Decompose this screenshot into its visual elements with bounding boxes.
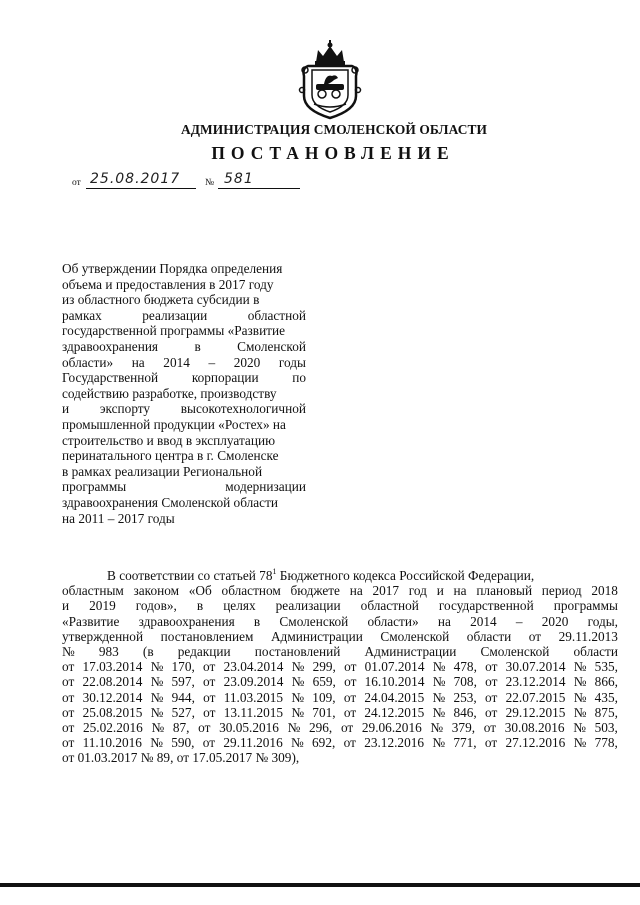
- body-word: областной: [360, 598, 419, 614]
- subject-line: [62, 401, 306, 417]
- body-word: от: [485, 704, 498, 720]
- body-word: от: [203, 689, 216, 705]
- body-word: от: [62, 689, 75, 705]
- subject-line: промышленной продукции «Ростех» на: [62, 416, 286, 432]
- body-word: 478,: [453, 659, 477, 675]
- body-word: от: [485, 674, 498, 690]
- body-word: Смоленской: [480, 644, 550, 660]
- subject-word: 2020: [233, 354, 261, 370]
- body-word: 253,: [453, 689, 477, 705]
- body-word: №: [62, 644, 75, 660]
- date-prefix: от: [72, 178, 81, 188]
- body-word: 01.07.2014: [364, 659, 425, 675]
- subject-line: [62, 308, 306, 324]
- body-word: –: [515, 613, 523, 629]
- body-word: постановлений: [254, 644, 341, 660]
- body-word: от: [202, 735, 216, 751]
- subject-word: на: [131, 354, 145, 370]
- body-word: 27.12.2016: [505, 735, 566, 751]
- subject-line: [62, 479, 306, 495]
- body-word: 29.12.2015: [505, 704, 566, 720]
- body-word: 2018: [591, 583, 618, 599]
- body-word: 527,: [171, 704, 195, 720]
- subject-word: высокотехнологичной: [180, 401, 306, 417]
- body-word: Администрации: [270, 628, 363, 644]
- body-word: 701,: [312, 704, 336, 720]
- coat-of-arms-emblem: [296, 40, 364, 122]
- subject-line: [62, 370, 306, 386]
- body-word: от: [203, 659, 216, 675]
- subject-word: экспорту: [99, 401, 151, 417]
- article-superscript: 1: [272, 566, 277, 576]
- body-word: №: [150, 735, 163, 751]
- body-line: [62, 750, 618, 765]
- subject-word: Государственной: [62, 370, 159, 386]
- body-word: №: [432, 689, 446, 705]
- body-word: 866,: [594, 674, 618, 690]
- subject-word: программы: [62, 479, 127, 495]
- body-line: [62, 629, 618, 644]
- body-word: «Развитие: [62, 613, 120, 629]
- body-word: «Об: [188, 583, 212, 599]
- body-word: целях: [223, 598, 256, 614]
- body-word: №: [432, 704, 446, 720]
- body-word: области: [466, 628, 512, 644]
- body-line: [62, 568, 618, 583]
- body-word: 597,: [171, 674, 195, 690]
- body-line: [62, 659, 618, 674]
- body-word: годы,: [587, 613, 618, 629]
- body-word: 2019: [89, 598, 116, 614]
- subject-word: модернизации: [225, 479, 306, 495]
- body-word: от: [344, 674, 357, 690]
- body-word: 170,: [171, 659, 195, 675]
- body-text-part: В соответствии со статьей 78: [107, 568, 273, 583]
- body-word: от: [203, 704, 216, 720]
- body-text-part: Бюджетного кодекса Российской Федерации,: [276, 568, 535, 583]
- subject-word: годы: [278, 354, 306, 370]
- body-word: 983: [98, 644, 119, 660]
- body-line: [62, 735, 618, 750]
- organization-name: АДМИНИСТРАЦИЯ СМОЛЕНСКОЙ ОБЛАСТИ: [180, 122, 488, 137]
- body-word: 23.04.2014: [223, 659, 284, 675]
- document-type-title: ПОСТАНОВЛЕНИЕ: [211, 143, 455, 163]
- body-word: от: [528, 628, 542, 644]
- body-word: 2020: [541, 613, 569, 629]
- body-word: 29.11.2016: [223, 735, 283, 751]
- body-word: 23.12.2016: [364, 735, 425, 751]
- body-line: [62, 614, 618, 629]
- body-word: и: [436, 583, 444, 599]
- body-word: №: [291, 689, 305, 705]
- body-word: 2017: [372, 583, 400, 599]
- body-word: №: [291, 704, 305, 720]
- body-word: 11.03.2015: [223, 689, 284, 705]
- body-word: 379,: [451, 720, 476, 736]
- body-word: 2014: [470, 613, 497, 629]
- body-word: 29.11.2013: [558, 628, 618, 644]
- body-word: от: [485, 659, 498, 675]
- subject-word: и: [62, 401, 70, 417]
- body-word: утвержденной: [62, 628, 144, 644]
- body-word: плановый: [476, 583, 533, 599]
- body-word: 23.09.2014: [223, 674, 284, 690]
- document-body: [62, 568, 618, 766]
- body-word: от: [340, 720, 354, 736]
- body-word: №: [291, 735, 304, 751]
- body-word: от: [62, 659, 75, 675]
- body-word: 16.10.2014: [364, 674, 425, 690]
- body-word: 30.05.2016: [219, 720, 279, 736]
- body-word: №: [573, 704, 587, 720]
- body-word: 11.10.2016: [82, 735, 142, 751]
- body-word: 535,: [594, 659, 618, 675]
- body-word: №: [150, 659, 164, 675]
- subject-word: –: [208, 354, 216, 370]
- number-prefix: №: [205, 178, 215, 188]
- body-word: здравоохранения: [138, 613, 235, 629]
- body-word: 13.11.2015: [223, 704, 284, 720]
- subject-line: строительство и ввод в эксплуатацию: [62, 432, 275, 448]
- handwritten-number: 581: [224, 171, 254, 187]
- body-word: 771,: [453, 735, 477, 751]
- subject-line: здравоохранения Смоленской области: [62, 494, 279, 510]
- body-word: от: [343, 689, 357, 705]
- subject-line: объема и предоставления в 2017 году: [62, 276, 274, 292]
- body-line: [62, 644, 618, 659]
- body-word: постановлением: [160, 628, 254, 644]
- body-word: редакции: [177, 644, 231, 660]
- body-word: №: [573, 689, 587, 705]
- subject-line: Об утверждении Порядка определения: [62, 261, 283, 276]
- body-word: областным: [62, 583, 124, 599]
- body-word: 24.12.2015: [364, 704, 425, 720]
- body-line: [62, 720, 618, 735]
- body-word: 25.02.2016: [82, 720, 143, 736]
- body-word: 708,: [453, 674, 477, 690]
- body-word: 22.08.2014: [82, 674, 143, 690]
- body-word: Смоленской: [279, 613, 349, 629]
- body-word: от: [198, 720, 211, 736]
- body-word: области: [573, 644, 618, 660]
- body-line: [62, 674, 618, 689]
- body-word: №: [150, 689, 164, 705]
- body-word: №: [432, 674, 446, 690]
- subject-line: [62, 355, 306, 371]
- body-word: на: [437, 613, 451, 629]
- body-word: №: [573, 735, 587, 751]
- body-word: законом: [133, 583, 180, 599]
- subject-word: областной: [247, 307, 306, 323]
- subject-word: Смоленской: [237, 338, 306, 354]
- body-word: 944,: [171, 689, 195, 705]
- body-word: год: [408, 583, 427, 599]
- date-underline: [86, 188, 196, 189]
- body-word: №: [150, 674, 164, 690]
- body-word: 30.12.2014: [82, 689, 143, 705]
- body-word: Смоленской: [380, 628, 450, 644]
- subject-word: по: [292, 370, 306, 386]
- body-word: 109,: [312, 689, 336, 705]
- body-word: от: [62, 720, 75, 736]
- body-line: [62, 598, 618, 613]
- body-word: от: [485, 689, 498, 705]
- body-word: государственной: [438, 598, 534, 614]
- body-word: в: [253, 613, 261, 629]
- body-line: [62, 705, 618, 720]
- body-word: от: [343, 704, 357, 720]
- body-word: 296,: [308, 720, 333, 736]
- number-underline: [218, 188, 300, 189]
- body-word: №: [432, 659, 446, 675]
- subject-word: рамках: [62, 307, 102, 323]
- subject-word: в: [194, 338, 201, 354]
- subject-line: [62, 339, 306, 355]
- body-word: Администрации: [364, 644, 457, 660]
- subject-word: корпорации: [191, 370, 259, 386]
- body-word: от: [62, 735, 75, 751]
- body-word: программы: [553, 598, 618, 614]
- body-word: областном: [221, 583, 281, 599]
- subject-line: на 2011 – 2017 годы: [62, 510, 175, 526]
- body-word: от: [483, 720, 497, 736]
- subject-line: из областного бюджета субсидии в: [62, 292, 260, 308]
- subject-word: здравоохранения: [62, 338, 159, 354]
- body-word: от: [344, 659, 357, 675]
- subject-line: содействию разработке, производству: [62, 385, 277, 401]
- body-word: 25.08.2015: [82, 704, 143, 720]
- body-line: [62, 690, 618, 705]
- body-word: области»: [367, 613, 419, 629]
- body-word: №: [150, 704, 164, 720]
- body-word: 875,: [594, 704, 618, 720]
- body-line: [62, 583, 618, 598]
- body-word: реализации: [275, 598, 341, 614]
- body-word: период: [541, 583, 582, 599]
- body-word: 435,: [594, 689, 618, 705]
- body-word: №: [291, 674, 305, 690]
- body-word: №: [573, 659, 587, 675]
- body-word: 778,: [594, 735, 618, 751]
- body-word: №: [432, 735, 446, 751]
- body-word: 17.03.2014: [82, 659, 143, 675]
- body-word: и: [62, 598, 70, 614]
- document-date-line: [72, 170, 312, 192]
- body-word: №: [573, 720, 586, 736]
- body-word: от: [343, 735, 356, 751]
- body-word: 299,: [312, 659, 336, 675]
- body-word: №: [291, 659, 305, 675]
- body-word: 22.07.2015: [505, 689, 566, 705]
- body-word: от: [62, 704, 75, 720]
- body-word: годов»,: [135, 598, 177, 614]
- subject-word: 2014: [163, 354, 190, 370]
- body-word: от: [484, 735, 498, 751]
- handwritten-date: 25.08.2017: [90, 171, 181, 187]
- subject-line: перинатального центра в г. Смоленске: [62, 448, 279, 464]
- body-word: №: [573, 674, 587, 690]
- body-word: 30.07.2014: [505, 659, 566, 675]
- body-word: 23.12.2014: [505, 674, 566, 690]
- body-word: 87,: [172, 720, 190, 736]
- subject-word: области»: [62, 354, 114, 370]
- body-word: 846,: [453, 704, 477, 720]
- body-word: (в: [142, 644, 154, 660]
- page-bottom-edge: [0, 883, 640, 887]
- subject-line: государственной программы «Развитие: [62, 323, 286, 339]
- body-word: 24.04.2015: [364, 689, 425, 705]
- body-word: на: [453, 583, 467, 599]
- body-word: от: [62, 674, 75, 690]
- subject-word: реализации: [142, 307, 208, 323]
- body-word: №: [287, 720, 301, 736]
- body-word: №: [151, 720, 165, 736]
- body-word: 503,: [594, 720, 618, 736]
- body-word: 30.08.2016: [504, 720, 565, 736]
- body-word: №: [430, 720, 444, 736]
- body-word: 659,: [312, 674, 336, 690]
- subject-line: в рамках реализации Региональной: [62, 463, 263, 479]
- document-subject: [62, 261, 306, 526]
- body-word: в: [196, 598, 204, 614]
- body-word: 29.06.2016: [361, 720, 422, 736]
- body-line-text: от 01.03.2017 № 89, от 17.05.2017 № 309),: [62, 750, 300, 766]
- body-word: на: [349, 583, 363, 599]
- body-word: 692,: [312, 735, 336, 751]
- body-word: бюджете: [290, 583, 340, 599]
- body-lines: [62, 583, 618, 750]
- body-line-text: [107, 568, 534, 583]
- body-word: 590,: [171, 735, 195, 751]
- body-word: от: [203, 674, 216, 690]
